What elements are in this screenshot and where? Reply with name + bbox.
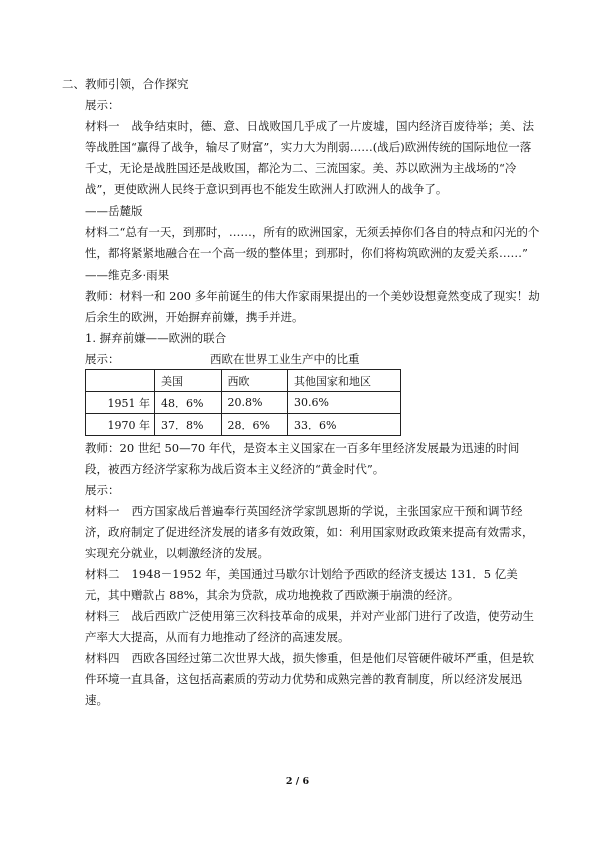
table-cell: 28．6% [221, 414, 288, 436]
table-title: 西欧在世界工业生产中的比重 [210, 352, 360, 366]
material-text: 西方国家战后普遍奉行英国经济学家凯恩斯的学说，主张国家应干预和调节经济，政府制定了促进经济发展的诸多有效政策，如：利用国家财政政策来提高有效需求，实现充分就业，以刺激经济的发展。 [85, 504, 534, 560]
table-row [86, 370, 401, 392]
show-label: 展示： [85, 98, 120, 112]
material-label: 材料二 [85, 567, 120, 581]
material-source: ——维克多·雨果 [85, 268, 170, 282]
table-cell: 1951 年 [86, 392, 155, 414]
material-two: 材料二“总有一天，到那时，……，所有的欧洲国家，无须丢掉你们各自的特点和闪光的个性，都将紧紧地融合在一个高一级的整体里；到那时，你们将构筑欧洲的友爱关系……” [85, 225, 540, 260]
table-cell: 33．6% [288, 414, 401, 436]
material-text: 西欧各国经过第二次世界大战，损失惨重，但是他们尽管硬件破坏严重，但是软件环境一直具备，这包括高素质的劳动力优势和成熟完善的教育制度，所以经济发展迅速。 [85, 651, 534, 707]
teacher-remark: 教师：20 世纪 50—70 年代，是资本主义国家在一百多年里经济发展最为迅速的时间段，被西方经济学家称为战后资本主义经济的“黄金时代”。 [85, 441, 520, 476]
table-cell: 1970 年 [86, 414, 155, 436]
table-header-cell: 西欧 [221, 370, 288, 392]
document-page [62, 74, 540, 711]
table-row [86, 392, 401, 414]
material-text: 战后西欧广泛使用第三次科技革命的成果，并对产业部门进行了改造，使劳动生产率大大提高，从而有力地推动了经济的高速发展。 [85, 609, 534, 644]
material-label: 材料一 [85, 504, 120, 518]
show-label: 展示： [85, 483, 120, 497]
table-cell [86, 370, 155, 392]
table-row [86, 414, 401, 436]
subheading: 1. 摒弃前嫌——欧洲的联合 [85, 331, 227, 345]
teacher-remark: 教师：材料一和 200 多年前诞生的伟大作家雨果提出的一个美妙设想竟然变成了现实！劫后余生的欧洲，开始摒弃前嫌，携手并进。 [85, 289, 540, 324]
table-header-cell: 美国 [155, 370, 222, 392]
material-one [62, 116, 540, 200]
industrial-share-table [85, 369, 401, 436]
show-label: 展示： [85, 352, 120, 366]
material-label: 材料四 [85, 651, 120, 665]
page-number: 2 / 6 [285, 776, 310, 787]
material-item [62, 501, 540, 564]
table-header-cell: 其他国家和地区 [288, 370, 401, 392]
material-text: 1948－1952 年，美国通过马歇尔计划给予西欧的经济支援达 131．5 亿美元，其中赠款占 88%，其余为贷款，成功地挽救了西欧濒于崩溃的经济。 [85, 567, 518, 602]
material-text: 战争结束时，德、意、日战败国几乎成了一片废墟，国内经济百废待举；美、法等战胜国“赢得了战争，输尽了财富”，实力大为削弱……(战后)欧洲传统的国际地位一落千丈，无论是战胜国还是战败国，都沦为二、三流国家。美、苏以欧洲为主战场的“冷战”，更使欧洲人民终于意识到再也不能发生欧洲人打欧洲人的战争了。 [85, 119, 534, 196]
table-cell: 37．8% [155, 414, 222, 436]
table-cell: 48．6% [155, 392, 222, 414]
material-item [62, 648, 540, 711]
material-label: 材料三 [85, 609, 120, 623]
section-heading: 二、教师引领，合作探究 [62, 77, 189, 91]
table-cell: 20.8% [221, 392, 288, 414]
material-source: ——岳麓版 [85, 204, 143, 218]
material-label: 材料一 [85, 119, 120, 133]
material-item [62, 564, 540, 606]
table-cell: 30.6% [288, 392, 401, 414]
material-item [62, 606, 540, 648]
table-header-row [62, 349, 540, 369]
